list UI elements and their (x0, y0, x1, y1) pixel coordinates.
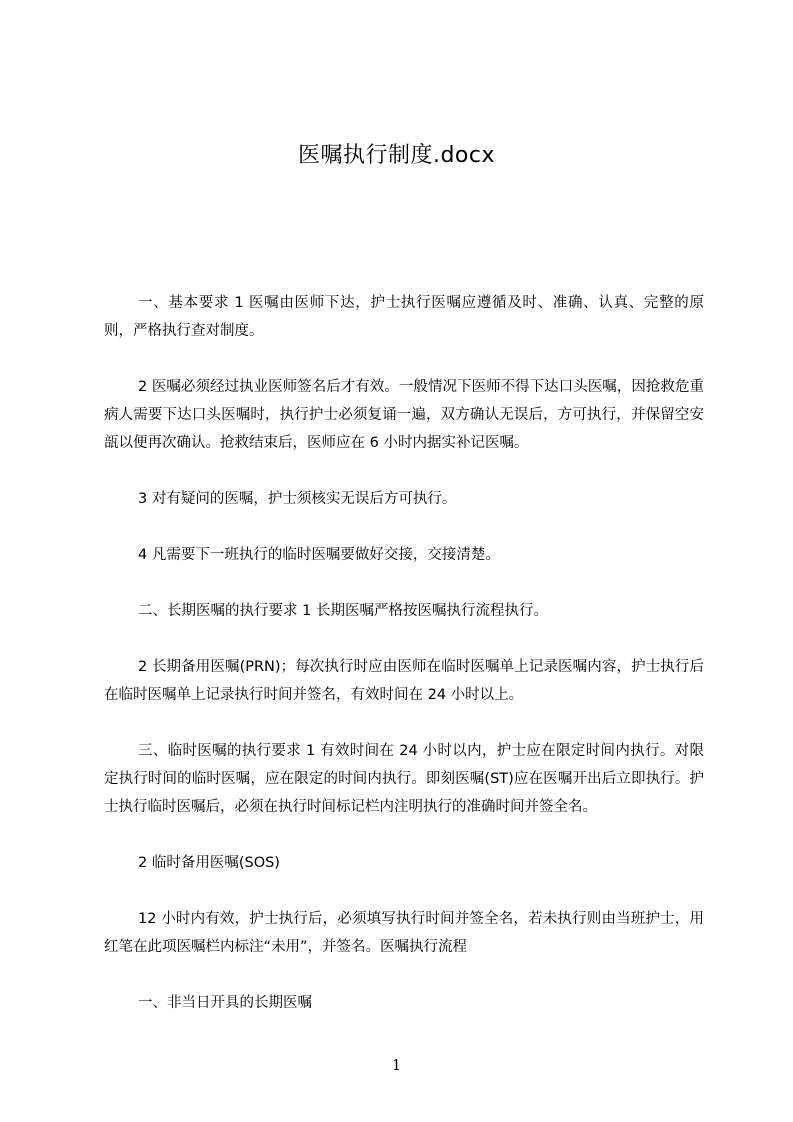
paragraph-non-same-day-orders: 一、非当日开具的长期医嘱 (138, 995, 312, 1011)
paragraph-sos-orders: 2 临时备用医嘱(SOS) (138, 855, 280, 871)
document-body (104, 289, 704, 1045)
page-number: 1 (391, 1056, 402, 1074)
paragraph-long-term-orders: 二、长期医嘱的执行要求 1 长期医嘱严格按医嘱执行流程执行。 (138, 603, 548, 619)
document-title: 医嘱执行制度.docx (297, 143, 496, 168)
paragraph-temporary-orders: 三、临时医嘱的执行要求 1 有效时间在 24 小时以内，护士应在限定时间内执行。对限定执行时间的临时医嘱，应在限定的时间内执行。即刻医嘱(ST)应在医嘱开出后立即执行。护士执行临时医嘱后，必须在执行时间标记栏内注明执行的准确时间并签全名。 (104, 743, 704, 815)
paragraph-signature-requirement: 2 医嘱必须经过执业医师签名后才有效。一般情况下医师不得下达口头医嘱，因抢救危重病人需要下达口头医嘱时，执行护士必须复诵一遍，双方确认无误后，方可执行，并保留空安瓿以便再次确认。抢救结束后，医师应在 6 小时内据实补记医嘱。 (104, 379, 704, 451)
paragraph-basic-requirements: 一、基本要求 1 医嘱由医师下达，护士执行医嘱应遵循及时、准确、认真、完整的原则，严格执行查对制度。 (104, 295, 704, 339)
paragraph-prn-orders: 2 长期备用医嘱(PRN)；每次执行时应由医师在临时医嘱单上记录医嘱内容，护士执行后在临时医嘱单上记录执行时间并签名，有效时间在 24 小时以上。 (104, 659, 704, 703)
paragraph-sos-validity: 12 小时内有效，护士执行后，必须填写执行时间并签全名，若未执行则由当班护士，用红笔在此项医嘱栏内标注“未用”，并签名。医嘱执行流程 (104, 911, 704, 955)
paragraph-doubtful-orders: 3 对有疑问的医嘱，护士须核实无误后方可执行。 (138, 491, 457, 507)
paragraph-shift-handover: 4 凡需要下一班执行的临时医嘱要做好交接，交接清楚。 (138, 547, 500, 563)
